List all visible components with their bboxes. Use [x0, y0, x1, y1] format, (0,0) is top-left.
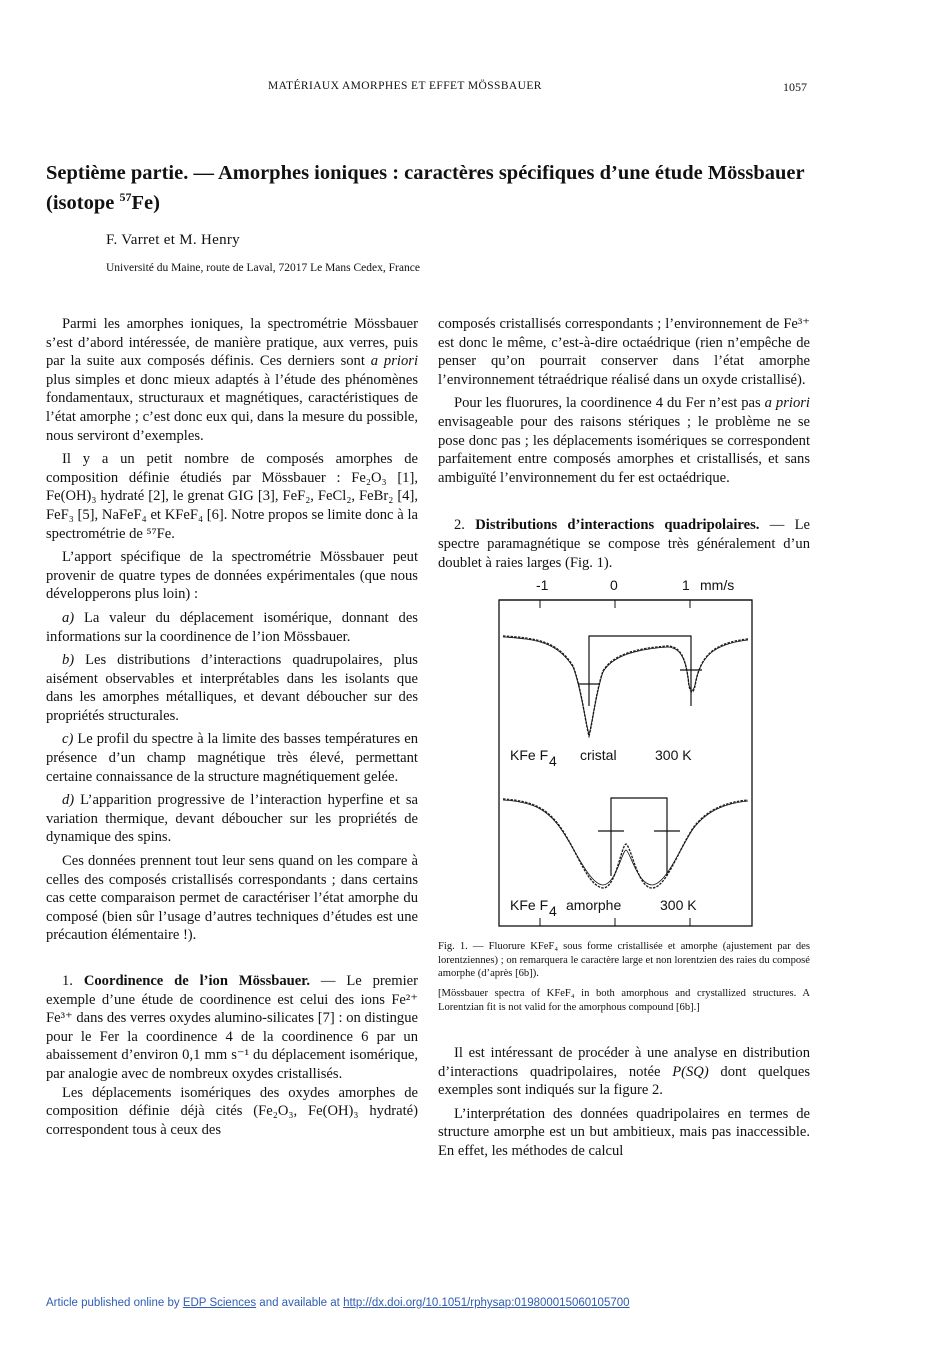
paragraph: composés cristallisés correspondants ; l’environnement de Fe³⁺ est donc le même, c’est-à-dire octaédrique (rien n’empêche de penser qu’on pourrait conserver dans l’état amorphe l’environnement tétraédrique réalisé dans un oxyde cristallisé).	[438, 316, 810, 388]
section-heading: 2. Distributions d’interactions quadripolaires. — Le spectre paramagnétique se compose très généralement d’un doublet à raies larges (Fig. 1).	[438, 517, 810, 571]
paragraph: Les déplacements isomériques des oxydes amorphes de composition définie déjà cités (Fe₂O₃, Fe(OH)₃ hydraté) correspondent tous à ceux des	[46, 1084, 418, 1138]
section-heading: 1. Coordinence de l’ion Mössbauer. — Le premier exemple d’une étude de coordinence est celui des ions Fe²⁺ Fe³⁺ dans des verres oxydes alumino-silicates [7] : on distingue pour le Fer la coordinence 4 de la coordinence 6 par un abaissement d’environ 0,1 mm s⁻¹ du déplacement isomérique, par analogie avec de nombreux oxydes cristallisés.	[46, 973, 419, 1082]
list-item: a) La valeur du déplacement isomérique, donnant des informations sur la coordinence de l’ion Mössbauer.	[46, 609, 418, 645]
list-item: d) L’apparition progressive de l’interaction hyperfine et sa variation thermique, devant déboucher sur les propriétés de dynamique des spins.	[46, 792, 418, 846]
running-head: MATÉRIAUX AMORPHES ET EFFET MÖSSBAUER	[268, 80, 542, 92]
crystal-spectrum-curve	[503, 636, 748, 736]
figure-1	[438, 576, 810, 936]
paragraph: Pour les fluorures, la coordinence 4 du Fer n’est pas a priori envisageable pour des raisons stériques ; le problème ne se pose donc pas ; les déplacements isomériques se correspondent parfaitement entre composés amorphes et cristallisés, et sans ambiguïté l’environnement du fer est octaédrique.	[438, 395, 810, 486]
emphasis: P(SQ)	[672, 1063, 709, 1080]
page-number: 1057	[783, 80, 807, 94]
axis-label: 0	[610, 577, 618, 594]
list-item: c) Le profil du spectre à la limite des basses températures en présence d’un champ magnétique très élevé, permettant certaine connaissance de la structure magnétiquement gelée.	[46, 731, 418, 785]
footer: Article published online by EDP Sciences and available at http://dx.doi.org/10.1051/rphysap:019800015060105700	[46, 1297, 630, 1309]
paragraph: Ces données prennent tout leur sens quand on les compare à celles des composés cristallisés correspondants ; dans certains cas cette comparaison permet de caractériser l’état amorphe du composé (bien sûr l’usage d’autres techniques d’études est une précaution élémentaire !).	[46, 853, 418, 944]
title-text: Septième partie. — Amorphes ioniques : caractères spécifiques d’une étude Mössbauer (isotope	[46, 162, 805, 214]
affiliation: Université du Maine, route de Laval, 72017 Le Mans Cedex, France	[106, 262, 420, 274]
axis-label: -1	[536, 577, 549, 594]
article-title	[46, 161, 816, 215]
paragraph: L’apport spécifique de la spectrométrie Mössbauer peut provenir de quatre types de données expérimentales (que nous développerons plus loin) :	[46, 549, 418, 603]
axis-label: 1	[682, 577, 690, 594]
paragraph: L’interprétation des données quadripolaires en termes de structure amorphe est un but ambitieux, mais pas inaccessible. En effet, les méthodes de calcul	[438, 1105, 810, 1160]
emphasis: a priori	[764, 395, 810, 412]
figure-caption-english: [Mössbauer spectra of KFeF₄ in both amorphous and crystallized structures. A Lorentzian fit is not valid for the amorphous compound [6b].]	[438, 987, 810, 1013]
emphasis: a priori	[370, 353, 418, 370]
authors: F. Varret et M. Henry	[106, 232, 240, 248]
crystal-state-label: cristal	[580, 747, 617, 764]
crystal-compound-label: KFe F	[510, 747, 549, 764]
amorphous-fit-curve	[503, 800, 748, 885]
figure-caption: Fig. 1. — Fluorure KFeF₄ sous forme cristallisée et amorphe (ajustement par des lorentziennes) ; on remarquera le caractère large et non lorentzien des raies du composé amorphe (d’après [6b]).	[438, 941, 810, 980]
paragraph: Il est intéressant de procéder à une analyse en distribution d’interactions quadripolaires, notée P(SQ) dont quelques exemples sont indiqués sur la figure 2.	[438, 1045, 810, 1099]
amorphous-temperature-label: 300 K	[660, 897, 697, 914]
axis-unit: mm/s	[700, 577, 735, 594]
left-column	[46, 315, 418, 1144]
amorphous-state-label: amorphe	[566, 897, 622, 914]
amorphous-compound-label: KFe F	[510, 897, 549, 914]
isotope-element: Fe)	[131, 191, 160, 214]
right-column	[438, 315, 810, 1166]
list-item: b) Les distributions d’interactions quadrupolaires, plus aisément observables et interprétables dans les isolants que dans les amorphes métalliques, et devant déboucher sur des propriétés structurales.	[46, 652, 418, 724]
doi-link[interactable]: http://dx.doi.org/10.1051/rphysap:019800015060105700	[343, 1297, 630, 1309]
mossbauer-spectra	[438, 576, 810, 936]
paragraph: Parmi les amorphes ioniques, la spectrométrie Mössbauer s’est d’abord intéressée, de manière pratique, aux verres, puis par la suite aux composés définis. Ces derniers sont a priori plus simples et donc mieux adaptés à l’étude des phénomènes fondamentaux, structuraux et magnétiques, caractéristiques de l’état amorphe ; c’est donc eux qui, dans la mesure du possible, nous serviront d’exemples.	[46, 316, 418, 444]
crystal-temperature-label: 300 K	[655, 747, 692, 764]
doublet-bracket	[589, 636, 691, 706]
formula-subscript: 4	[549, 753, 557, 770]
publisher-link[interactable]: EDP Sciences	[182, 1297, 257, 1309]
isotope-mass: 57	[119, 190, 132, 204]
paragraph: Il y a un petit nombre de composés amorphes de composition définie étudiés par Mössbauer : Fe₂O₃ [1], Fe(OH)₃ hydraté [2], le grenat GIG [3], FeF₂, FeCl₂, FeBr₂ [4], FeF₃ [5], NaFeF₄ et KFeF₄ [6]. Notre propos se limite donc à la spectrométrie de ⁵⁷Fe.	[46, 451, 418, 542]
formula-subscript: 4	[549, 903, 557, 920]
